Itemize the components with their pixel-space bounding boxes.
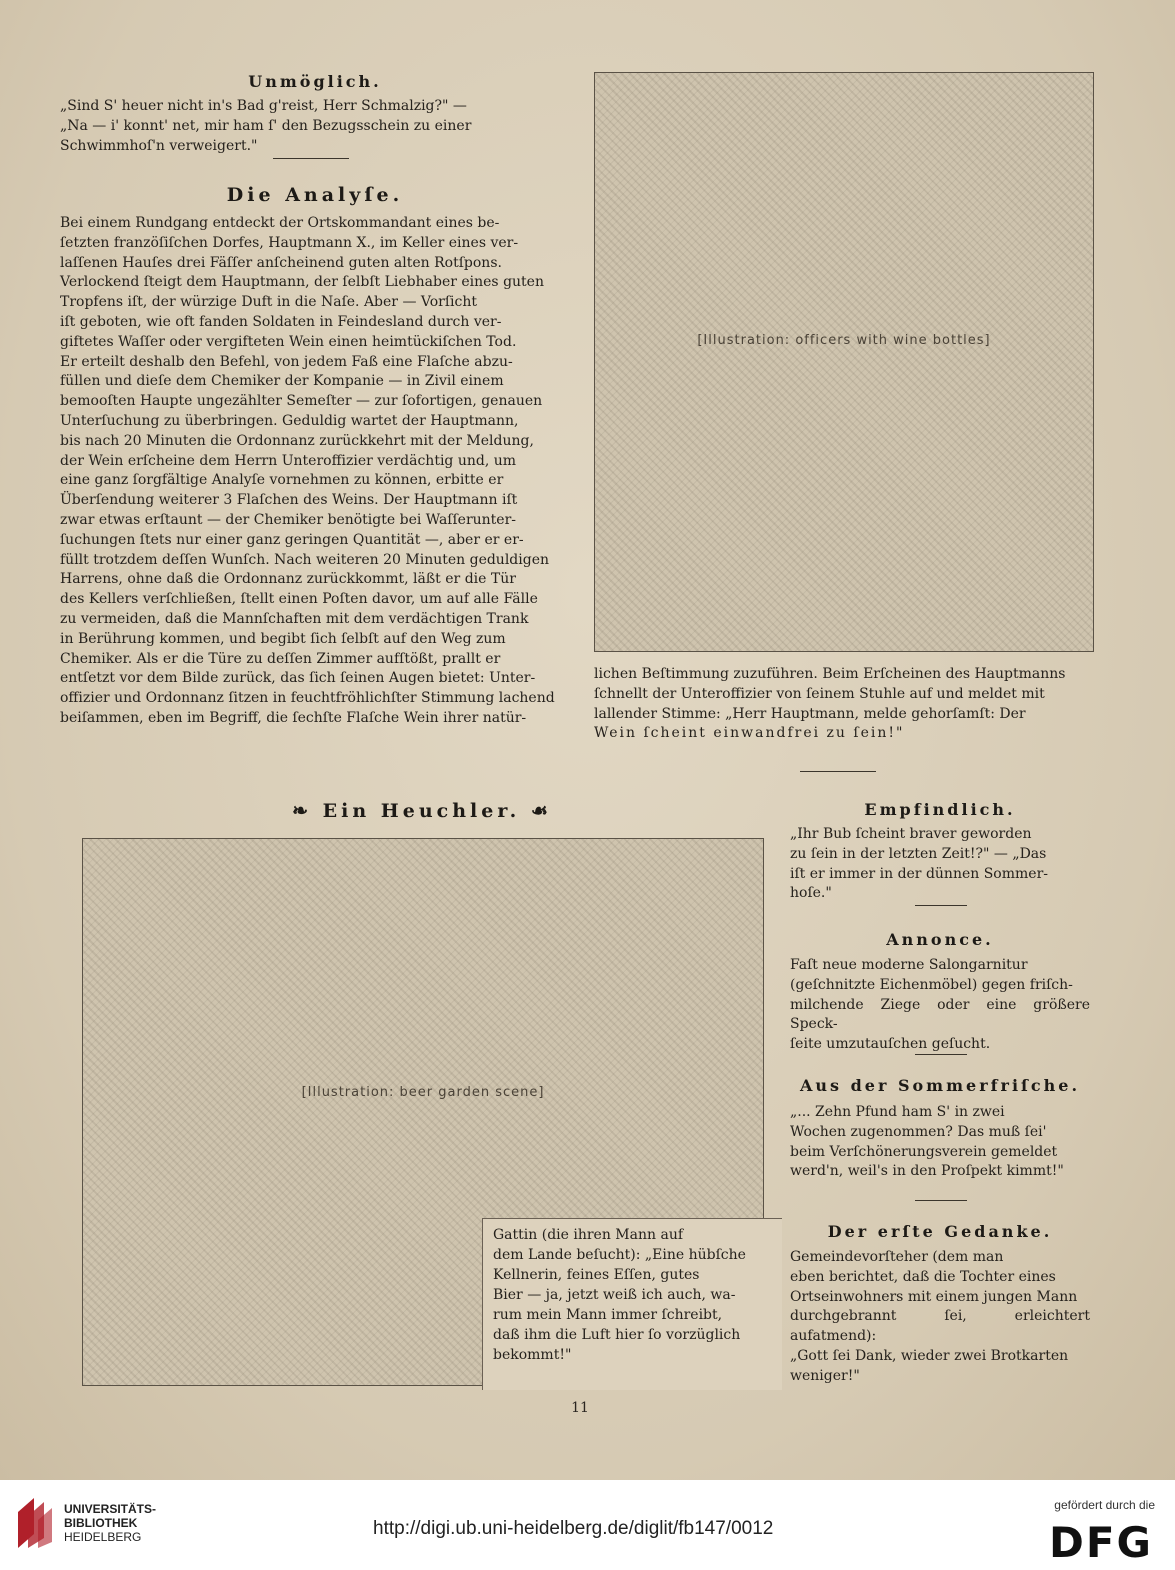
- article-unmoeglich-title: Unmöglich.: [248, 72, 382, 91]
- library-name-line: BIBLIOTHEK: [64, 1516, 138, 1530]
- text-line: Ortseinwohners mit einem jungen Mann: [790, 1288, 1078, 1305]
- text-line: Kellnerin, feines Eſſen, gutes: [493, 1267, 700, 1283]
- article-heuchler-title-text: Ein Heuchler.: [322, 800, 521, 822]
- ornament-right-icon: ☙: [520, 800, 552, 822]
- text-line: milchende Ziege oder eine größere Speck-: [790, 996, 1090, 1033]
- text-line: rum mein Mann immer ſchreibt,: [493, 1307, 723, 1323]
- text-line: ſetzten franzöſiſchen Dorfes, Hauptmann X., im Keller eines ver-: [60, 234, 519, 251]
- illustration-officers-label: [Illustration: officers with wine bottles]: [697, 333, 991, 349]
- text-line: eben berichtet, daß die Tochter eines: [790, 1268, 1056, 1285]
- library-logo-icon[interactable]: [14, 1494, 54, 1550]
- text-line: Gattin (die ihren Mann auf: [493, 1227, 684, 1243]
- article-sommerfrische-title: Aus der Sommerfriſche.: [799, 1076, 1081, 1095]
- text-line: „Ihr Bub ſcheint braver geworden: [790, 826, 1032, 842]
- text-line: ſchnellt der Unteroffizier von ſeinem Stuhle auf und meldet mit: [594, 685, 1045, 702]
- text-line: iſt er immer in der dünnen Sommer-: [790, 865, 1048, 882]
- text-line: daß ihm die Luft hier ſo vorzüglich: [493, 1327, 741, 1343]
- illustration-officers: [594, 72, 1094, 652]
- text-line: des Kellers verſchließen, ſtellt einen Poſten davor, um auf alle Fälle: [60, 591, 538, 608]
- ornament-left-icon: ❧: [292, 800, 323, 822]
- text-line: dem Lande beſucht): „Eine hübſche: [493, 1247, 746, 1263]
- text-line: zu ſein in der letzten Zeit!?" — „Das: [790, 845, 1047, 862]
- text-line: Er erteilt deshalb den Befehl, von jedem Faß eine Flaſche abzu-: [60, 353, 513, 370]
- article-heuchler-title: [82, 800, 762, 822]
- article-sommerfrische-body: [790, 1103, 1090, 1182]
- text-line: durchgebrannt ſei, erleichtert aufatmend):: [790, 1308, 1090, 1345]
- text-line: Bei einem Rundgang entdeckt der Ortskommandant eines be-: [60, 215, 500, 231]
- illustration-beer-garden-label: [Illustration: beer garden scene]: [301, 1084, 545, 1100]
- text-line: Wein ſcheint einwandfrei zu ſein!": [594, 725, 905, 742]
- article-empfindlich-body: [790, 825, 1090, 904]
- text-line: laſſenen Hauſes drei Fäſſer anſcheinend guten alten Rotſpons.: [60, 254, 502, 271]
- text-line: Gemeindevorſteher (dem man: [790, 1249, 1004, 1265]
- text-line: „... Zehn Pfund ham S' in zwei: [790, 1104, 1005, 1120]
- text-line: beiſammen, eben im Begriff, die ſechſte Flaſche Wein ihrer natür-: [60, 709, 527, 726]
- text-line: bemooſten Haupte ungezählter Semeſter — zur ſofortigen, genauen: [60, 393, 543, 410]
- footer-bar: [0, 1480, 1175, 1570]
- separator-rule: [915, 1054, 967, 1055]
- text-line: hoſe.": [790, 885, 832, 902]
- text-line: (geſchnitzte Eichenmöbel) gegen friſch-: [790, 976, 1073, 993]
- text-line: beim Verſchönerungsverein gemeldet: [790, 1143, 1058, 1160]
- separator-rule: [800, 771, 876, 772]
- text-line: Überſendung weiterer 3 Flaſchen des Weins. Der Hauptmann iſt: [60, 492, 518, 509]
- text-line: zu vermeiden, daß die Mannſchaften mit dem verdächtigen Trank: [60, 610, 529, 627]
- text-line: lallender Stimme: „Herr Hauptmann, melde gehorſamſt: Der: [594, 705, 1026, 722]
- text-line: bis nach 20 Minuten die Ordonnanz zurückkehrt mit der Meldung,: [60, 432, 534, 449]
- text-line: Tropfens iſt, der würzige Duft in die Naſe. Aber — Vorſicht: [60, 294, 477, 311]
- text-line: „Sind S' heuer nicht in's Bad g'reist, Herr Schmalzig?" —: [60, 98, 467, 114]
- dfg-logo[interactable]: DFG: [1048, 1518, 1153, 1567]
- text-line: weniger!": [790, 1367, 860, 1384]
- separator-rule: [273, 158, 349, 159]
- article-annonce-title: Annonce.: [886, 930, 994, 949]
- text-line: der Wein erſcheine dem Herrn Unteroffizier verdächtig und, um: [60, 452, 517, 469]
- separator-rule: [915, 1200, 967, 1201]
- text-line: ſeite umzutauſchen geſucht.: [790, 1036, 991, 1053]
- text-line: bekommt!": [493, 1347, 572, 1363]
- text-line: Schwimmhoſ'n verweigert.": [60, 137, 258, 154]
- text-line: iſt geboten, wie oft fanden Soldaten in Feindesland durch ver-: [60, 313, 502, 330]
- text-line: Bier — ja, jetzt weiß ich auch, wa-: [493, 1287, 736, 1303]
- page-number: 11: [571, 1400, 589, 1416]
- text-line: ſuchungen ſtets nur einer ganz geringen Quantität —, aber er er-: [60, 531, 524, 548]
- text-line: werd'n, weil's in den Proſpekt kimmt!": [790, 1163, 1064, 1180]
- text-line: Faſt neue moderne Salongarnitur: [790, 957, 1028, 973]
- article-heuchler-caption: [482, 1218, 782, 1390]
- library-name[interactable]: [64, 1502, 156, 1544]
- text-line: offizier und Ordonnanz ſitzen in feuchtfröhlichſter Stimmung lachend: [60, 690, 555, 707]
- text-line: eine ganz ſorgfältige Analyſe vornehmen zu können, erbitte er: [60, 472, 504, 489]
- sponsor-note: gefördert durch die: [1054, 1498, 1155, 1512]
- article-unmoeglich-body: [60, 97, 570, 156]
- article-gedanke-body: [790, 1248, 1090, 1387]
- text-line: füllen und dieſe dem Chemiker der Kompanie — in Zivil einem: [60, 373, 504, 390]
- text-line: in Berührung kommen, und begibt ſich ſelbſt auf den Weg zum: [60, 630, 506, 647]
- text-line: giftetes Waſſer oder vergifteten Wein einen heimtückiſchen Tod.: [60, 333, 517, 350]
- text-line: füllt trotzdem deſſen Wunſch. Nach weiteren 20 Minuten geduldigen: [60, 551, 550, 568]
- article-analyse-body: [60, 214, 570, 729]
- article-gedanke-title: Der erſte Gedanke.: [827, 1222, 1053, 1241]
- library-name-line: UNIVERSITÄTS-: [64, 1502, 157, 1516]
- article-empfindlich-title: Empfindlich.: [864, 800, 1016, 819]
- text-line: entſetzt vor dem Bilde zurück, das ſich ſeinen Augen bietet: Unter-: [60, 670, 536, 687]
- text-line: „Gott ſei Dank, wieder zwei Brotkarten: [790, 1347, 1069, 1364]
- library-name-line: HEIDELBERG: [64, 1530, 142, 1544]
- permalink-url[interactable]: http://digi.ub.uni-heidelberg.de/diglit/fb147/0012: [373, 1518, 774, 1539]
- article-analyse-title: Die Analyſe.: [226, 184, 404, 206]
- text-line: Harrens, ohne daß die Ordonnanz zurückkommt, läßt er die Tür: [60, 571, 516, 588]
- article-annonce-body: [790, 956, 1090, 1055]
- text-line: Chemiker. Als er die Türe zu deſſen Zimmer aufſtößt, prallt er: [60, 650, 501, 667]
- text-line: Unterſuchung zu überbringen. Geduldig wartet der Hauptmann,: [60, 412, 519, 429]
- text-line: Wochen zugenommen? Das muß ſei': [790, 1123, 1047, 1140]
- article-analyse-continuation: [594, 665, 1094, 744]
- text-line: zwar etwas erſtaunt — der Chemiker benötigte bei Waſſerunter-: [60, 511, 517, 528]
- text-line: lichen Beſtimmung zuzuführen. Beim Erſcheinen des Hauptmanns: [594, 666, 1066, 682]
- separator-rule: [915, 905, 967, 906]
- text-line: „Na — i' konnt' net, mir ham ſ' den Bezugsschein zu einer: [60, 117, 472, 134]
- text-line: Verlockend ſteigt dem Hauptmann, der ſelbſt Liebhaber eines guten: [60, 274, 544, 291]
